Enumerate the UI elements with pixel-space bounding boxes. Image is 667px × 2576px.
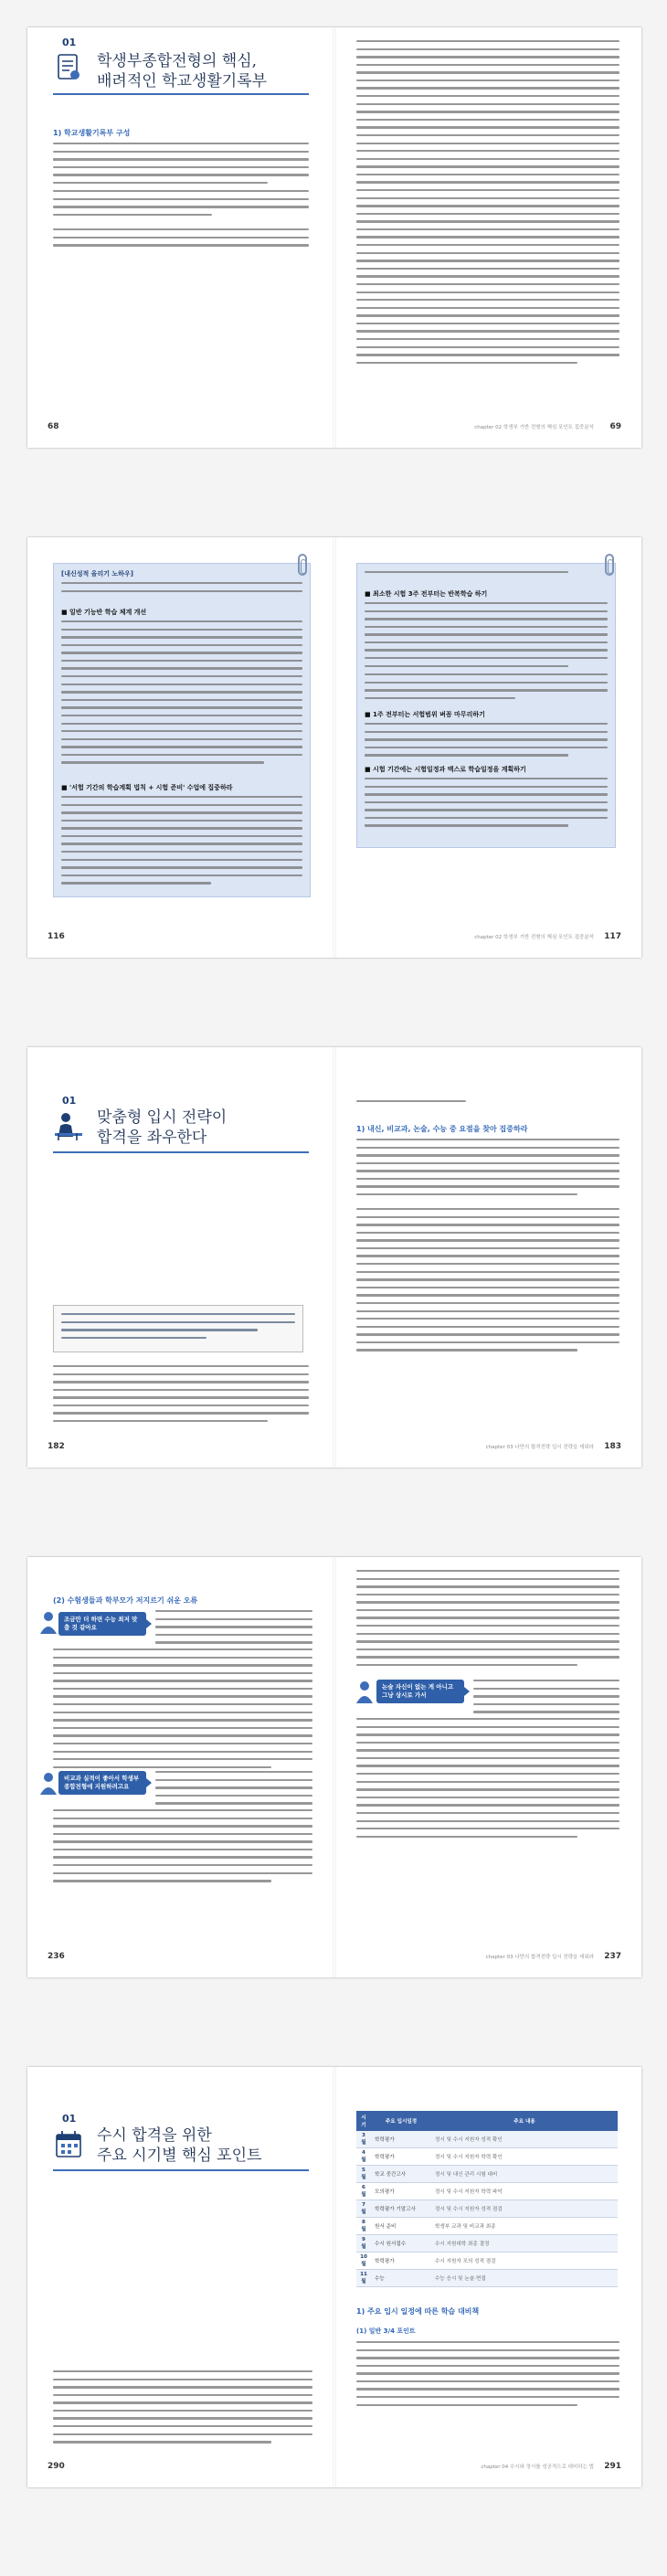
chapter-title-line1: 맞춤형 입시 전략이 bbox=[97, 1108, 228, 1127]
table-cell: 5월 bbox=[356, 2166, 371, 2183]
spread-pages-182-183 bbox=[27, 1047, 641, 1468]
tips-box-continued bbox=[356, 563, 616, 848]
table-header: 시기 bbox=[356, 2111, 371, 2131]
body-text-3 bbox=[53, 228, 309, 252]
paperclip-icon bbox=[605, 554, 614, 576]
chapter-title bbox=[97, 51, 334, 91]
tips-item-5-text bbox=[365, 778, 608, 832]
body-text-2 bbox=[53, 1648, 312, 1774]
table-cell: 수시 원서접수 bbox=[371, 2235, 431, 2253]
page-number: 116 bbox=[48, 932, 65, 941]
table-cell: 학력평가 기말고사 bbox=[371, 2200, 431, 2218]
table-header: 주요 입시일정 bbox=[371, 2111, 431, 2131]
chapter-title bbox=[97, 2125, 334, 2166]
table-row bbox=[356, 2183, 618, 2200]
page-183 bbox=[334, 1047, 641, 1468]
chapter-number: 01 bbox=[62, 37, 77, 48]
body-text-2 bbox=[53, 190, 309, 221]
page-number: 290 bbox=[48, 2462, 65, 2471]
table-cell: 모의평가 bbox=[371, 2183, 431, 2200]
table-cell: 정시 및 내신 관리 시험 대비 bbox=[431, 2166, 618, 2183]
table-cell: 수능 응시 및 논술·면접 bbox=[431, 2270, 618, 2287]
table-cell: 7월 bbox=[356, 2200, 371, 2218]
section-heading: (2) 수험생들과 학부모가 저지르기 쉬운 오류 bbox=[53, 1596, 198, 1605]
table-cell: 수능 bbox=[371, 2270, 431, 2287]
spread-pages-116-117 bbox=[27, 537, 641, 958]
body-text bbox=[53, 1365, 309, 1428]
intro-quote-box bbox=[53, 1305, 303, 1352]
tips-item-5: ■ 시험 기간에는 시험일정과 맥스로 학습일정을 계획하기 bbox=[365, 766, 526, 773]
table-row bbox=[356, 2131, 618, 2148]
body-text bbox=[155, 1610, 312, 1649]
tips-item-3-text bbox=[365, 602, 608, 673]
body-text-carryover bbox=[356, 1100, 466, 1108]
table-cell: 수시 지원대학 최종 결정 bbox=[431, 2235, 618, 2253]
body-text bbox=[356, 40, 619, 369]
callout-bubble-3: 논술 자신이 없는 게 아니고 그냥 상시로 가서 bbox=[376, 1680, 464, 1703]
title-rule bbox=[53, 2169, 309, 2171]
running-head: chapter 02 학생부 기반 전형의 핵심 포인트 집중분석 bbox=[474, 935, 594, 940]
tips-item-4-text bbox=[365, 723, 608, 762]
table-cell: 정시 및 수시 지원자 성적 점검 bbox=[431, 2200, 618, 2218]
chapter-title-line1: 학생부종합전형의 핵심, bbox=[97, 52, 258, 70]
tips-continued-text bbox=[365, 571, 608, 579]
tips-box bbox=[53, 563, 311, 897]
tips-item-4: ■ 1주 전부터는 서험범위 벼꼼 마무리하기 bbox=[365, 711, 485, 718]
table-row bbox=[356, 2270, 618, 2287]
callout-bubble-2: 비교과 실적이 좋아서 학생부종합전형에 지원하려고요 bbox=[58, 1771, 146, 1795]
page-number: 69 bbox=[609, 422, 621, 431]
table-cell: 3월 bbox=[356, 2131, 371, 2148]
chapter-title-line2: 배려적인 학교생활기록부 bbox=[97, 72, 268, 90]
page-69 bbox=[334, 27, 641, 448]
table-header-row bbox=[356, 2111, 618, 2131]
title-rule bbox=[53, 93, 309, 95]
table-cell: 학력평가 bbox=[371, 2131, 431, 2148]
body-text bbox=[53, 143, 309, 189]
title-rule bbox=[53, 1151, 309, 1153]
page-236 bbox=[27, 1557, 334, 1977]
chapter-title-line2: 합격을 좌우한다 bbox=[97, 1129, 207, 1147]
table-cell: 9월 bbox=[356, 2235, 371, 2253]
table-cell: 학력평가 bbox=[371, 2253, 431, 2270]
sub-heading: (1) 일반 3/4 포인트 bbox=[356, 2327, 416, 2335]
body-text bbox=[53, 2370, 312, 2449]
parent-avatar-icon bbox=[38, 1771, 58, 1795]
table-cell: 학생부 교과 및 비교과 최종 bbox=[431, 2218, 618, 2235]
body-text bbox=[356, 2341, 619, 2412]
running-head: chapter 03 나만의 합격전략 입시 전략을 세워라 bbox=[485, 1955, 594, 1960]
page-number: 182 bbox=[48, 1442, 65, 1451]
intro-quote-text bbox=[61, 1313, 295, 1344]
table-row bbox=[356, 2253, 618, 2270]
page-number: 117 bbox=[604, 932, 621, 941]
spread-pages-236-237 bbox=[27, 1557, 641, 1977]
body-text-3 bbox=[356, 1718, 619, 1843]
body-text-2 bbox=[356, 1208, 619, 1357]
table-cell: 8월 bbox=[356, 2218, 371, 2235]
table-header: 주요 내용 bbox=[431, 2111, 618, 2131]
running-head: chapter 02 학생부 기반 전형의 핵심 포인트 집중분석 bbox=[474, 425, 594, 430]
page-117 bbox=[334, 537, 641, 958]
table-row bbox=[356, 2166, 618, 2183]
body-text-2 bbox=[473, 1680, 619, 1719]
table-row bbox=[356, 2200, 618, 2218]
page-number: 183 bbox=[604, 1442, 621, 1451]
chapter-number: 01 bbox=[62, 1095, 77, 1107]
chapter-number: 01 bbox=[62, 2113, 77, 2125]
table-cell: 11월 bbox=[356, 2270, 371, 2287]
table-cell: 학력평가 bbox=[371, 2148, 431, 2166]
tips-item-2: ■ '서험 기간의 학습계획 법칙 + 시험 준비' 수업에 집중하라 bbox=[61, 784, 233, 791]
table-cell: 10월 bbox=[356, 2253, 371, 2270]
tips-item-1-text bbox=[61, 620, 302, 769]
table-cell: 학교 중간고사 bbox=[371, 2166, 431, 2183]
body-text-3 bbox=[155, 1771, 312, 1810]
student-avatar-icon bbox=[355, 1680, 375, 1703]
page-116 bbox=[27, 537, 334, 958]
body-text-4 bbox=[53, 1809, 312, 1888]
student-at-desk-icon bbox=[53, 1109, 84, 1142]
body-text bbox=[356, 1139, 619, 1202]
page-291 bbox=[334, 2067, 641, 2487]
body-text bbox=[356, 1570, 619, 1672]
section-heading: 1) 내신, 비교과, 논술, 수능 중 요점을 찾아 집중하라 bbox=[356, 1125, 528, 1133]
table-cell: 정시 및 수시 지원자 학력 파악 bbox=[431, 2183, 618, 2200]
table-row bbox=[356, 2148, 618, 2166]
page-number: 236 bbox=[48, 1952, 65, 1961]
page-number: 68 bbox=[48, 422, 59, 431]
calendar-icon bbox=[53, 2127, 84, 2160]
table-cell: 정시 및 수시 지원자 학력 확인 bbox=[431, 2148, 618, 2166]
section-heading: 1) 주요 입시 일정에 따른 학습 대비책 bbox=[356, 2307, 480, 2316]
table-cell: 4월 bbox=[356, 2148, 371, 2166]
page-237 bbox=[334, 1557, 641, 1977]
table-cell: 정시 및 수시 지원자 성적 확인 bbox=[431, 2131, 618, 2148]
table-cell: 수시 지원자 모의 성적 점검 bbox=[431, 2253, 618, 2270]
page-290 bbox=[27, 2067, 334, 2487]
tips-box-title: [내신성적 올리기 노하우] bbox=[61, 570, 133, 578]
page-number: 237 bbox=[604, 1952, 621, 1961]
student-avatar-icon bbox=[38, 1610, 58, 1634]
table-row bbox=[356, 2235, 618, 2253]
table-cell: 6월 bbox=[356, 2183, 371, 2200]
page-number: 291 bbox=[604, 2462, 621, 2471]
table-row bbox=[356, 2218, 618, 2235]
checklist-icon bbox=[53, 51, 84, 84]
chapter-title-line1: 수시 합격을 위한 bbox=[97, 2126, 212, 2145]
chapter-title-line2: 주요 시기별 핵심 포인트 bbox=[97, 2147, 262, 2165]
tips-item-3: ■ 최소한 시험 3주 전부터는 반복학습 하기 bbox=[365, 590, 488, 598]
spread-pages-68-69 bbox=[27, 27, 641, 448]
tips-intro bbox=[61, 582, 302, 598]
running-head: chapter 03 나만의 합격전략 입시 전략을 세워라 bbox=[485, 1445, 594, 1450]
tips-item-2-text bbox=[61, 796, 302, 890]
section-heading: 1) 학교생활기록부 구성 bbox=[53, 129, 131, 137]
tips-item-3-text-2 bbox=[365, 673, 608, 705]
paperclip-icon bbox=[298, 554, 307, 576]
spread-pages-290-291 bbox=[27, 2067, 641, 2487]
page-68 bbox=[27, 27, 334, 448]
chapter-title bbox=[97, 1108, 334, 1148]
running-head: chapter 04 수시와 정시를 성공적으로 대비하는 법 bbox=[481, 2465, 594, 2470]
tips-item-1: ■ 일반 기능반 학습 체계 개선 bbox=[61, 609, 147, 616]
page-182 bbox=[27, 1047, 334, 1468]
table-cell: 원서 준비 bbox=[371, 2218, 431, 2235]
callout-bubble-1: 조금만 더 하면 수능 최저 맞출 것 같아요 bbox=[58, 1612, 146, 1636]
admission-schedule-table bbox=[356, 2111, 618, 2287]
